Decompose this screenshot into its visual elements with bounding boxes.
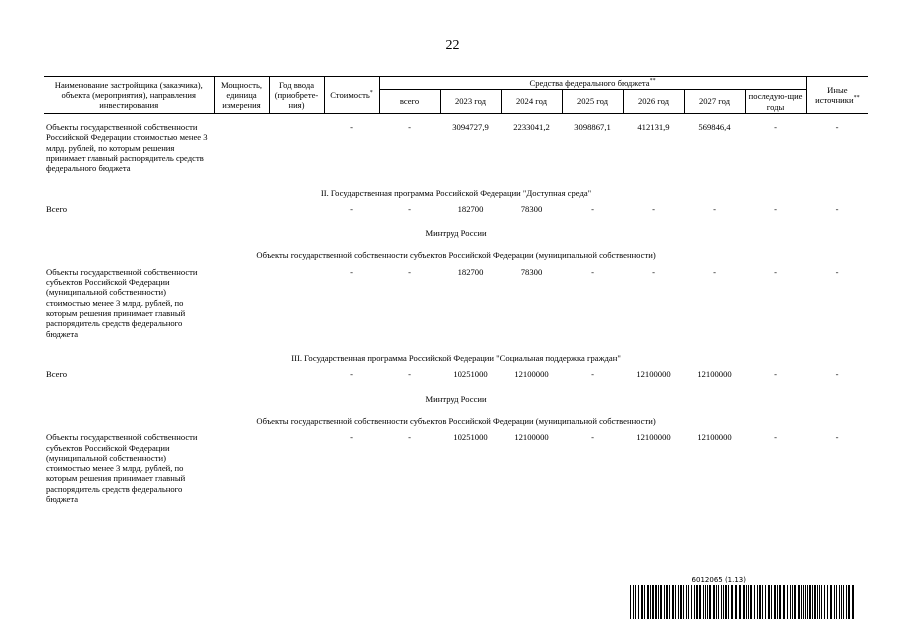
row-value: 12100000 — [636, 369, 671, 380]
section-heading-row — [44, 244, 868, 266]
empty-cell — [269, 432, 324, 504]
header-col-1: 2023 год — [440, 90, 501, 114]
section-heading: III. Государственная программа Российской Федерации "Социальная поддержка граждан" — [291, 352, 621, 363]
header-col-4: 2026 год — [623, 90, 684, 114]
header-year: Год ввода (приобрете-ния) — [269, 77, 324, 114]
row-value: 10251000 — [453, 369, 488, 380]
row-value: - — [350, 266, 353, 277]
empty-cell — [214, 122, 269, 174]
section-heading: II. Государственная программа Российской Федерации "Доступная среда" — [320, 187, 592, 198]
header-col-3: 2025 год — [562, 90, 623, 114]
row-value: - — [408, 369, 411, 380]
table-row — [44, 204, 868, 214]
section-heading-row — [44, 347, 868, 369]
header-col-6: последую-щие годы — [745, 90, 806, 114]
row-value: 3098867,1 — [574, 121, 611, 132]
section-heading-row — [44, 410, 868, 432]
row-name: Всего — [46, 369, 68, 380]
section-heading-row — [44, 222, 868, 244]
row-value: 12100000 — [697, 369, 732, 380]
empty-cell — [269, 369, 324, 379]
row-value: - — [350, 203, 353, 214]
row-value: 78300 — [520, 266, 543, 277]
row-value: - — [713, 266, 716, 277]
header-capacity: Мощность, единица измерения — [214, 77, 269, 114]
row-value: 3094727,9 — [452, 121, 489, 132]
section-heading: Объекты государственной собственности субъектов Российской Федерации (муниципальной собственности) — [256, 250, 656, 261]
table-row — [44, 369, 868, 379]
row-value: - — [408, 121, 411, 132]
row-value: - — [350, 432, 353, 443]
row-value: - — [835, 121, 839, 132]
empty-cell — [214, 204, 269, 214]
header-name: Наименование застройщика (заказчика), объекта (мероприятия), направления инвестирования — [44, 77, 214, 114]
row-value: - — [591, 266, 594, 277]
row-value: - — [591, 432, 594, 443]
empty-cell — [269, 204, 324, 214]
row-value: - — [591, 369, 594, 380]
row-value: - — [350, 121, 353, 132]
row-name: Объекты государственной собственности субъектов Российской Федерации (муниципальной собственности) стоимостью менее 3 млрд. рублей, по которым решения принимает главный распорядитель средств федерального бюджета — [46, 432, 198, 505]
page-number: 22 — [445, 38, 460, 53]
table-row — [44, 267, 868, 339]
budget-table — [44, 76, 868, 512]
row-name: Объекты государственной собственности Российской Федерации стоимостью менее 3 млрд. рублей, по которым решения принимает главный распорядитель средств федерального бюджета — [46, 121, 208, 174]
section-heading-row — [44, 182, 868, 204]
header-cost: Стоимость* — [324, 77, 379, 114]
row-value: 12100000 — [636, 432, 671, 443]
row-value: - — [835, 432, 839, 443]
empty-cell — [269, 267, 324, 339]
header-col-0: всего — [379, 90, 440, 114]
row-value: 10251000 — [453, 432, 488, 443]
row-value: 182700 — [457, 266, 484, 277]
header-other-sources: Иные источники** — [806, 77, 868, 114]
row-value: - — [774, 432, 777, 443]
section-heading-row — [44, 388, 868, 410]
row-value: 12100000 — [697, 432, 732, 443]
table-row — [44, 122, 868, 174]
row-value: - — [774, 266, 777, 277]
row-value: - — [408, 266, 411, 277]
header-federal-budget: Средства федерального бюджета** — [379, 77, 806, 90]
barcode-block — [630, 576, 856, 619]
section-heading: Минтруд России — [425, 228, 487, 239]
row-value: - — [591, 203, 594, 214]
row-value: 412131,9 — [637, 121, 670, 132]
row-value: - — [350, 369, 353, 380]
empty-cell — [269, 122, 324, 174]
row-value: - — [408, 432, 411, 443]
row-value: - — [835, 203, 839, 214]
row-value: - — [774, 203, 777, 214]
row-value: 182700 — [457, 203, 484, 214]
header-col-2: 2024 год — [501, 90, 562, 114]
barcode-icon — [630, 585, 856, 619]
row-value: - — [652, 203, 655, 214]
section-heading: Минтруд России — [425, 393, 487, 404]
empty-cell — [214, 432, 269, 504]
row-value: - — [774, 369, 777, 380]
row-value: - — [713, 203, 716, 214]
header-col-5: 2027 год — [684, 90, 745, 114]
row-value: - — [835, 369, 839, 380]
row-name: Объекты государственной собственности субъектов Российской Федерации (муниципальной собственности) стоимостью менее 3 млрд. рублей, по которым решения принимает главный распорядитель средств федерального бюджета — [46, 266, 198, 339]
row-value: 78300 — [520, 203, 543, 214]
empty-cell — [214, 369, 269, 379]
row-value: 2233041,2 — [513, 121, 550, 132]
row-value: - — [774, 121, 777, 132]
row-name: Всего — [46, 203, 68, 214]
table-row — [44, 432, 868, 504]
section-heading: Объекты государственной собственности субъектов Российской Федерации (муниципальной собственности) — [256, 415, 656, 426]
row-value: 12100000 — [514, 369, 549, 380]
row-value: - — [408, 203, 411, 214]
row-value: 12100000 — [514, 432, 549, 443]
row-value: 569846,4 — [698, 121, 731, 132]
row-value: - — [652, 266, 655, 277]
empty-cell — [214, 267, 269, 339]
barcode-label: 6012065 (1.13) — [691, 576, 746, 584]
row-value: - — [835, 266, 839, 277]
